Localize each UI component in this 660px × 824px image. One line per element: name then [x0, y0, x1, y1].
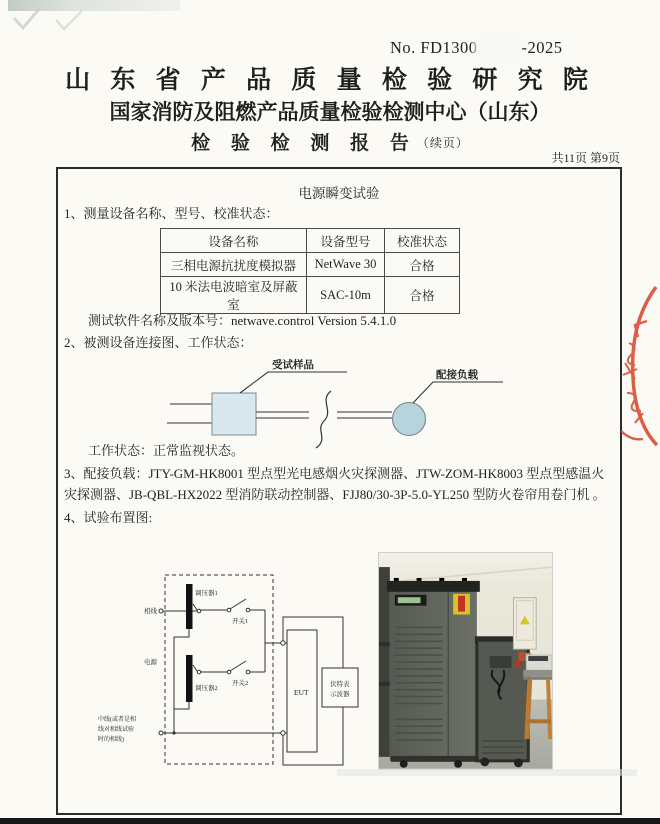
neutral-label: 线对相线试验	[98, 727, 135, 733]
working-state-line: 工作状态：正常监视状态。	[88, 443, 245, 458]
neutral-label: 时的相线)	[98, 737, 124, 743]
report-title-text: 检 验 检 测 报 告	[191, 133, 417, 154]
page-indicator: 共11页 第9页	[551, 151, 620, 165]
load-label: 配接负载	[436, 370, 478, 381]
power-label: 电源	[144, 659, 157, 666]
item3-load-text: 3、配接负载：JTY-GM-HK8001 型点型光电感烟火灾探测器、JTW-ZOM-HK8003 型点型感温火灾探测器、JB-QBL-HX2022 型消防联动控制器、FJJ80/30-3P-5.0-YL250 型防火卷帘用卷门机 。	[64, 466, 606, 503]
meter-label-line2: 示波器	[330, 691, 350, 698]
scan-bottom-edge	[0, 818, 660, 824]
center-title: 国家消防及阻燃产品质量检验检测中心（山东）	[109, 100, 551, 124]
table-row	[161, 253, 460, 277]
sample-box	[212, 393, 256, 435]
scan-band-artifact	[337, 769, 637, 776]
regulator1-label: 调压器1	[195, 590, 218, 597]
edge-rack	[379, 567, 390, 757]
report-number	[390, 38, 563, 58]
item1-label: 1、测量设备名称、型号、校准状态：	[64, 206, 279, 221]
meter-label-line1: 伏特表	[330, 681, 350, 688]
variac1-bar	[186, 584, 193, 629]
simulator-boundary	[165, 575, 273, 764]
emergency-switch-handle	[458, 596, 465, 612]
connection-diagram	[150, 352, 560, 454]
item4-label: 4、试验布置图:	[64, 510, 153, 525]
red-button	[514, 661, 520, 667]
header-device-name: 设备名称	[161, 229, 307, 253]
regulator2-label: 调压器2	[195, 685, 218, 692]
table-row	[161, 277, 460, 314]
simulator-cabinet	[387, 578, 480, 768]
break-symbol	[316, 391, 331, 448]
header-calibration-status: 校准状态	[385, 229, 460, 253]
table-cell: 三相电源抗扰度模拟器	[161, 253, 307, 277]
report-number-suffix: -2025	[521, 38, 563, 57]
circuit-diagram	[96, 551, 368, 769]
item2-label: 2、被测设备连接图、工作状态：	[64, 335, 253, 350]
table-cell: 10 米法电波暗室及屏蔽室	[161, 277, 307, 314]
switch1-blade	[230, 599, 246, 609]
table-cell: 合格	[385, 277, 460, 314]
continuation-note: （续页）	[416, 136, 469, 150]
eut-label: EUT	[294, 688, 309, 697]
switch2-label: 开关2	[232, 680, 249, 687]
phase-label: 相线	[144, 608, 157, 615]
test-setup-photo	[378, 552, 553, 770]
switch1-label: 开关1	[232, 618, 249, 625]
table-cell: NetWave 30	[307, 253, 385, 277]
test-section-title: 电源瞬变试验	[298, 186, 380, 201]
institute-title: 山 东 省 产 品 质 量 检 验 研 究 院	[65, 67, 595, 94]
neutral-label: 中线(或者是相	[98, 717, 136, 723]
redacted-digits	[479, 40, 521, 56]
variac2-bar	[186, 655, 193, 702]
switch2-blade	[230, 661, 246, 671]
software-version-line: 测试软件名称及版本号：netwave.control Version 5.4.1.0	[88, 313, 397, 328]
equipment-table	[160, 228, 460, 314]
load-circle	[393, 403, 426, 436]
header-device-model: 设备型号	[307, 229, 385, 253]
report-number-prefix: No. FD1300	[390, 38, 478, 57]
pencil-checkmarks	[10, 2, 100, 36]
table-cell: 合格	[385, 253, 460, 277]
table-cell: SAC-10m	[307, 277, 385, 314]
sample-label: 受试样品	[272, 360, 314, 371]
red-seal-fragment	[607, 285, 660, 450]
table-header-row	[161, 229, 460, 253]
